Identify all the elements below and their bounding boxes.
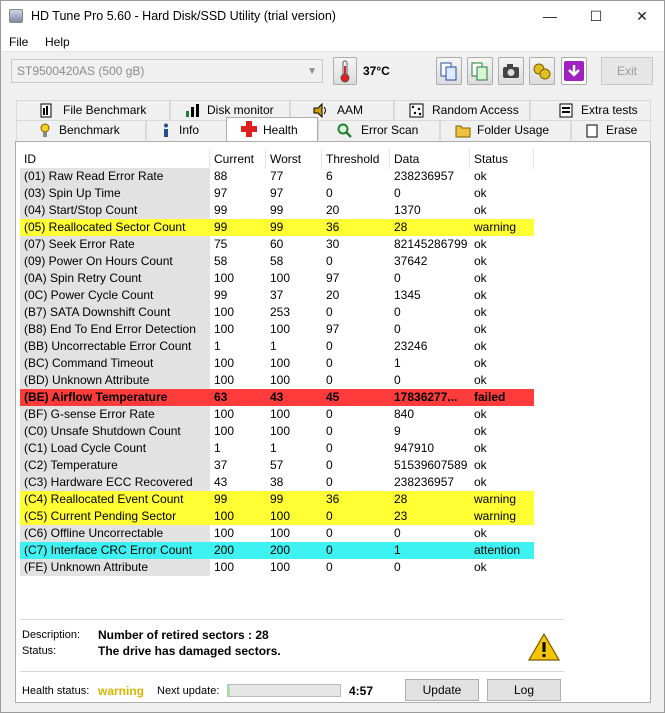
cell-current: 100 [214, 373, 235, 387]
download-arrow-icon [562, 58, 586, 84]
cell-data: 1345 [394, 288, 421, 302]
table-row[interactable] [20, 372, 534, 389]
next-update-time: 4:57 [349, 684, 374, 698]
cell-threshold: 97 [326, 322, 340, 336]
cell-status: ok [474, 526, 487, 540]
table-row[interactable] [20, 270, 534, 287]
temperature-readout: 37°C [363, 64, 390, 78]
cell-id: (BE) Airflow Temperature [20, 389, 210, 406]
cell-current: 1 [214, 339, 221, 353]
cell-current: 63 [210, 389, 266, 406]
cell-status: ok [474, 237, 487, 251]
cell-threshold: 0 [326, 373, 333, 387]
cell-worst: 100 [270, 271, 291, 285]
copy-info-button[interactable] [436, 57, 462, 85]
cell-worst: 99 [266, 491, 322, 508]
next-update-progress [227, 684, 341, 697]
cell-data: 0 [394, 373, 401, 387]
tab-extra-tests[interactable] [530, 100, 651, 120]
table-row[interactable] [20, 440, 534, 457]
table-row[interactable] [20, 355, 534, 372]
cell-id: (09) Power On Hours Count [20, 253, 210, 270]
cell-worst: 100 [270, 407, 291, 421]
cell-threshold: 0 [326, 560, 333, 574]
cell-threshold: 20 [326, 288, 340, 302]
cell-id: (C5) Current Pending Sector [20, 508, 210, 525]
cell-data: 1370 [394, 203, 421, 217]
column-header-id[interactable]: ID [20, 149, 210, 169]
cell-status: failed [470, 389, 534, 406]
cell-worst: 99 [270, 203, 284, 217]
table-row[interactable] [20, 338, 534, 355]
tab-label: Folder Usage [477, 123, 550, 137]
tab-error-scan[interactable] [318, 120, 440, 140]
log-button[interactable]: Log [487, 679, 561, 701]
cell-id: (FE) Unknown Attribute [20, 559, 210, 576]
menu-file[interactable]: File [9, 35, 29, 49]
tab-folder-usage[interactable] [440, 120, 571, 140]
cell-current: 100 [214, 560, 235, 574]
tab-label: Disk monitor [207, 103, 274, 117]
cell-threshold: 36 [322, 219, 390, 236]
cell-current: 100 [214, 407, 235, 421]
cell-status: ok [474, 186, 487, 200]
cell-data: 23 [390, 508, 470, 525]
cell-worst: 100 [270, 424, 291, 438]
minimize-button[interactable]: — [543, 8, 557, 24]
status-label: Status: [22, 645, 57, 657]
health-status-value: warning [98, 684, 145, 698]
cell-data: 238236957 [394, 169, 455, 183]
cell-data: 37642 [394, 254, 428, 268]
cell-id: (C6) Offline Uncorrectable [20, 525, 210, 542]
table-row[interactable] [20, 253, 534, 270]
cell-worst: 58 [270, 254, 284, 268]
divider [20, 671, 564, 672]
cell-current: 99 [210, 219, 266, 236]
cell-current: 100 [214, 356, 235, 370]
table-row[interactable] [20, 508, 534, 525]
cell-data: 1 [394, 356, 401, 370]
table-row[interactable] [20, 287, 534, 304]
camera-icon [499, 58, 523, 84]
cell-id: (C0) Unsafe Shutdown Count [20, 423, 210, 440]
cell-status: ok [474, 271, 487, 285]
cell-status: warning [470, 491, 534, 508]
cell-current: 99 [214, 288, 228, 302]
column-header-data[interactable]: Data [390, 149, 470, 169]
tab-file-benchmark[interactable] [16, 100, 170, 120]
cell-status: ok [474, 288, 487, 302]
cell-worst: 43 [266, 389, 322, 406]
cell-worst: 1 [270, 339, 277, 353]
thermometer-button[interactable] [333, 57, 357, 85]
cell-id: (05) Reallocated Sector Count [20, 219, 210, 236]
chevron-down-icon: ▼ [307, 66, 317, 77]
tab-label: Info [179, 123, 200, 137]
cell-id: (07) Seek Error Rate [20, 236, 210, 253]
warning-icon [528, 633, 560, 661]
cell-worst: 253 [270, 305, 291, 319]
cell-id: (B7) SATA Downshift Count [20, 304, 210, 321]
cell-worst: 37 [270, 288, 284, 302]
tab-erase[interactable] [571, 120, 651, 140]
cell-data: 28 [390, 491, 470, 508]
tab-label: Benchmark [59, 123, 120, 137]
copy-all-icon [468, 58, 492, 84]
maximize-button[interactable]: ☐ [589, 8, 603, 24]
cell-worst: 100 [270, 322, 291, 336]
cell-worst: 97 [270, 186, 284, 200]
health-status-label: Health status: [22, 685, 90, 697]
cell-threshold: 30 [326, 237, 340, 251]
cell-id: (C2) Temperature [20, 457, 210, 474]
table-row[interactable] [20, 423, 534, 440]
cell-id: (C7) Interface CRC Error Count [20, 542, 210, 559]
table-row[interactable] [20, 389, 534, 406]
cell-id: (BC) Command Timeout [20, 355, 210, 372]
cell-threshold: 97 [326, 271, 340, 285]
cell-worst: 57 [270, 458, 284, 472]
exit-button[interactable]: Exit [601, 57, 653, 85]
cell-data: 0 [394, 526, 401, 540]
cell-threshold: 0 [326, 254, 333, 268]
cell-id: (BB) Uncorrectable Error Count [20, 338, 210, 355]
drive-select[interactable] [11, 59, 323, 83]
cell-status: attention [470, 542, 534, 559]
copy-all-button[interactable] [467, 57, 493, 85]
cell-current: 100 [214, 322, 235, 336]
cell-status: ok [474, 322, 487, 336]
table-row[interactable] [20, 474, 534, 491]
divider [20, 619, 564, 620]
cell-worst: 200 [266, 542, 322, 559]
progress-fill [228, 685, 230, 696]
cell-current: 100 [214, 305, 235, 319]
cell-current: 100 [214, 271, 235, 285]
table-row[interactable] [20, 236, 534, 253]
options-button[interactable] [529, 57, 555, 85]
table-row[interactable] [20, 168, 534, 185]
cell-data: 1 [390, 542, 470, 559]
cell-threshold: 0 [326, 526, 333, 540]
column-header-current[interactable]: Current [210, 149, 266, 169]
cell-current: 100 [214, 526, 235, 540]
cell-id: (BF) G-sense Error Rate [20, 406, 210, 423]
window-title: HD Tune Pro 5.60 - Hard Disk/SSD Utility (trial version) [31, 9, 336, 23]
cell-data: 17836277... [390, 389, 470, 406]
cell-threshold: 0 [322, 542, 390, 559]
cell-threshold: 0 [326, 339, 333, 353]
cell-current: 99 [210, 491, 266, 508]
title-bar [1, 1, 664, 32]
cell-data: 9 [394, 424, 401, 438]
cell-data: 23246 [394, 339, 428, 353]
cell-status: ok [474, 475, 487, 489]
cell-status: warning [470, 508, 534, 525]
cell-worst: 60 [270, 237, 284, 251]
cell-id: (C3) Hardware ECC Recovered [20, 474, 210, 491]
cell-id: (04) Start/Stop Count [20, 202, 210, 219]
table-row[interactable] [20, 542, 534, 559]
tab-label: Health [263, 123, 298, 137]
cell-data: 82145286799 [394, 237, 468, 251]
cell-data: 0 [394, 305, 401, 319]
description-value: Number of retired sectors : 28 [98, 628, 269, 642]
cell-data: 238236957 [394, 475, 455, 489]
cell-id: (01) Raw Read Error Rate [20, 168, 210, 185]
cell-current: 43 [214, 475, 228, 489]
health-cross-icon [241, 121, 257, 143]
tab-label: Erase [606, 123, 638, 137]
table-row[interactable] [20, 406, 534, 423]
cell-id: (C1) Load Cycle Count [20, 440, 210, 457]
cell-status: ok [474, 373, 487, 387]
update-button[interactable]: Update [405, 679, 479, 701]
cell-threshold: 6 [326, 169, 333, 183]
cell-status: ok [474, 407, 487, 421]
cell-data: 0 [394, 271, 401, 285]
status-value: The drive has damaged sectors. [98, 644, 281, 658]
cell-current: 88 [214, 169, 228, 183]
cell-current: 100 [210, 508, 266, 525]
cell-status: ok [474, 458, 487, 472]
cell-threshold: 0 [326, 186, 333, 200]
cell-status: ok [474, 203, 487, 217]
save-button[interactable] [561, 57, 587, 85]
close-button[interactable]: ✕ [636, 8, 648, 24]
cell-threshold: 0 [326, 356, 333, 370]
cell-worst: 38 [270, 475, 284, 489]
tab-benchmark[interactable] [16, 120, 146, 140]
cell-id: (03) Spin Up Time [20, 185, 210, 202]
thermometer-icon [334, 58, 356, 84]
menu-help[interactable]: Help [45, 35, 70, 49]
cell-threshold: 0 [322, 508, 390, 525]
cell-data: 0 [394, 186, 401, 200]
cell-worst: 100 [270, 560, 291, 574]
menu-bar [1, 32, 664, 52]
cell-status: ok [474, 169, 487, 183]
cell-threshold: 0 [326, 424, 333, 438]
cell-worst: 100 [266, 508, 322, 525]
cell-current: 99 [214, 203, 228, 217]
cell-worst: 1 [270, 441, 277, 455]
cell-status: ok [474, 339, 487, 353]
cell-threshold: 0 [326, 407, 333, 421]
cell-status: ok [474, 424, 487, 438]
cell-current: 100 [214, 424, 235, 438]
table-row[interactable] [20, 491, 534, 508]
cell-data: 28 [390, 219, 470, 236]
cell-worst: 77 [270, 169, 284, 183]
table-row[interactable] [20, 525, 534, 542]
cell-worst: 100 [270, 526, 291, 540]
column-header-status[interactable]: Status [470, 149, 534, 169]
cell-status: ok [474, 356, 487, 370]
cell-current: 97 [214, 186, 228, 200]
cell-data: 0 [394, 322, 401, 336]
cell-threshold: 0 [326, 458, 333, 472]
cell-threshold: 0 [326, 305, 333, 319]
cell-id: (C4) Reallocated Event Count [20, 491, 210, 508]
tab-random-access[interactable] [394, 100, 530, 120]
tab-label: Random Access [432, 103, 519, 117]
tab-label: Error Scan [361, 123, 419, 137]
cell-worst: 100 [270, 356, 291, 370]
cell-current: 75 [214, 237, 228, 251]
table-row[interactable] [20, 559, 534, 576]
cell-threshold: 20 [326, 203, 340, 217]
table-row[interactable] [20, 202, 534, 219]
cell-status: ok [474, 305, 487, 319]
cell-worst: 99 [266, 219, 322, 236]
tools-icon [530, 58, 554, 84]
cell-threshold: 36 [322, 491, 390, 508]
description-label: Description: [22, 629, 81, 641]
cell-id: (BD) Unknown Attribute [20, 372, 210, 389]
cell-data: 947910 [394, 441, 435, 455]
cell-current: 1 [214, 441, 221, 455]
column-header-threshold[interactable]: Threshold [322, 149, 390, 169]
cell-status: warning [470, 219, 534, 236]
cell-threshold: 0 [326, 441, 333, 455]
cell-worst: 100 [270, 373, 291, 387]
cell-data: 0 [394, 560, 401, 574]
table-row[interactable] [20, 321, 534, 338]
drive-select-value: ST9500420AS (500 gB) [17, 64, 145, 78]
next-update-label: Next update: [157, 685, 220, 697]
cell-threshold: 45 [322, 389, 390, 406]
app-icon [9, 9, 23, 23]
cell-id: (B8) End To End Error Detection [20, 321, 210, 338]
tab-label: File Benchmark [63, 103, 147, 117]
table-row[interactable] [20, 457, 534, 474]
cell-current: 37 [214, 458, 228, 472]
cell-status: ok [474, 560, 487, 574]
cell-threshold: 0 [326, 475, 333, 489]
copy-icon [437, 58, 461, 84]
screenshot-button[interactable] [498, 57, 524, 85]
table-row[interactable] [20, 304, 534, 321]
cell-current: 58 [214, 254, 228, 268]
cell-data: 51539607589 [394, 458, 468, 472]
cell-status: ok [474, 441, 487, 455]
cell-status: ok [474, 254, 487, 268]
tab-label: Extra tests [581, 103, 638, 117]
cell-data: 840 [394, 407, 415, 421]
column-header-worst[interactable]: Worst [266, 149, 322, 169]
cell-id: (0A) Spin Retry Count [20, 270, 210, 287]
cell-id: (0C) Power Cycle Count [20, 287, 210, 304]
table-row[interactable] [20, 219, 534, 236]
table-row[interactable] [20, 185, 534, 202]
cell-current: 200 [210, 542, 266, 559]
tab-health[interactable] [226, 117, 318, 142]
tab-label: AAM [337, 103, 364, 117]
